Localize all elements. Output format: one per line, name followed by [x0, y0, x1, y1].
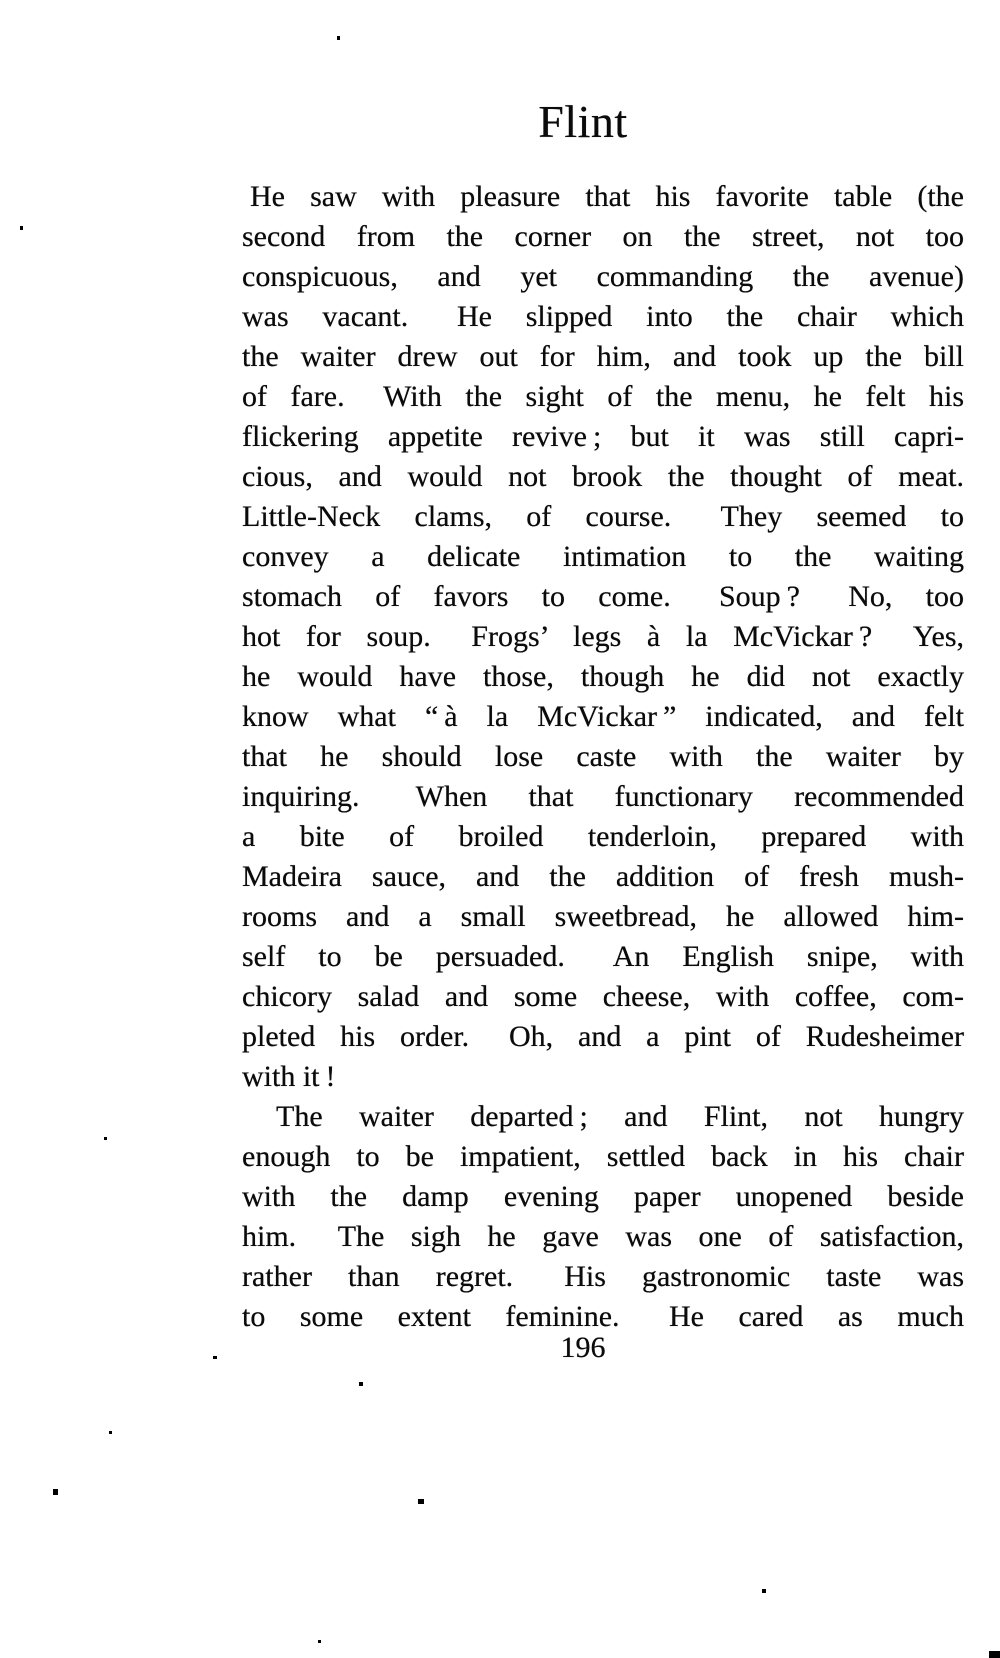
text-line: that he should lose caste with the waiter by: [242, 740, 964, 773]
text-line: Little-Neck clams, of course. They seemed to: [242, 500, 964, 533]
scan-speck: [989, 1651, 1000, 1658]
text-line: a bite of broiled tenderloin, prepared with: [242, 820, 964, 853]
text-line: enough to be impatient, settled back in his chair: [242, 1140, 964, 1173]
text-line: with the damp evening paper unopened beside: [242, 1180, 964, 1213]
text-line: chicory salad and some cheese, with coffee, com-: [242, 980, 964, 1013]
text-line: hot for soup. Frogs’ legs à la McVickar ? Yes,: [242, 620, 964, 653]
text-line: to some extent feminine. He cared as much: [242, 1300, 964, 1333]
text-line: conspicuous, and yet commanding the avenue): [242, 260, 964, 293]
text-line: convey a delicate intimation to the waiting: [242, 540, 964, 573]
scan-speck: [337, 36, 340, 40]
scan-speck: [318, 1640, 321, 1643]
page-number: 196: [560, 1331, 606, 1364]
text-line: rather than regret. His gastronomic taste was: [242, 1260, 964, 1293]
scan-speck: [109, 1431, 112, 1434]
text-line: cious, and would not brook the thought of meat.: [242, 460, 964, 493]
text-line: stomach of favors to come. Soup ? No, too: [242, 580, 964, 613]
text-line: He saw with pleasure that his favorite table (the: [250, 180, 964, 213]
text-line: flickering appetite revive ; but it was still capri-: [242, 420, 964, 453]
text-line: him. The sigh he gave was one of satisfaction,: [242, 1220, 964, 1253]
text-line: pleted his order. Oh, and a pint of Rudesheimer: [242, 1020, 964, 1053]
scan-speck: [213, 1356, 217, 1359]
scan-speck: [53, 1489, 58, 1495]
text-line: know what “ à la McVickar ” indicated, and felt: [242, 700, 964, 733]
text-line: second from the corner on the street, not too: [242, 220, 964, 253]
page-title: Flint: [538, 96, 628, 147]
scan-speck: [762, 1589, 766, 1593]
text-line: rooms and a small sweetbread, he allowed him-: [242, 900, 964, 933]
text-line: he would have those, though he did not exactly: [242, 660, 964, 693]
scan-speck: [359, 1382, 363, 1386]
text-line: of fare. With the sight of the menu, he felt his: [242, 380, 964, 413]
text-line: self to be persuaded. An English snipe, with: [242, 940, 964, 973]
text-line: inquiring. When that functionary recommended: [242, 780, 964, 813]
body-text: [242, 177, 964, 1337]
text-line: The waiter departed ; and Flint, not hungry: [276, 1100, 964, 1133]
text-line: with it !: [242, 1060, 336, 1093]
scan-speck: [20, 226, 23, 230]
scan-speck: [104, 1137, 107, 1140]
text-line: the waiter drew out for him, and took up the bill: [242, 340, 964, 373]
paragraph: [242, 1097, 964, 1337]
text-line: Madeira sauce, and the addition of fresh mush-: [242, 860, 964, 893]
text-line: was vacant. He slipped into the chair which: [242, 300, 964, 333]
paragraph: [242, 177, 964, 1097]
scan-speck: [418, 1499, 424, 1504]
